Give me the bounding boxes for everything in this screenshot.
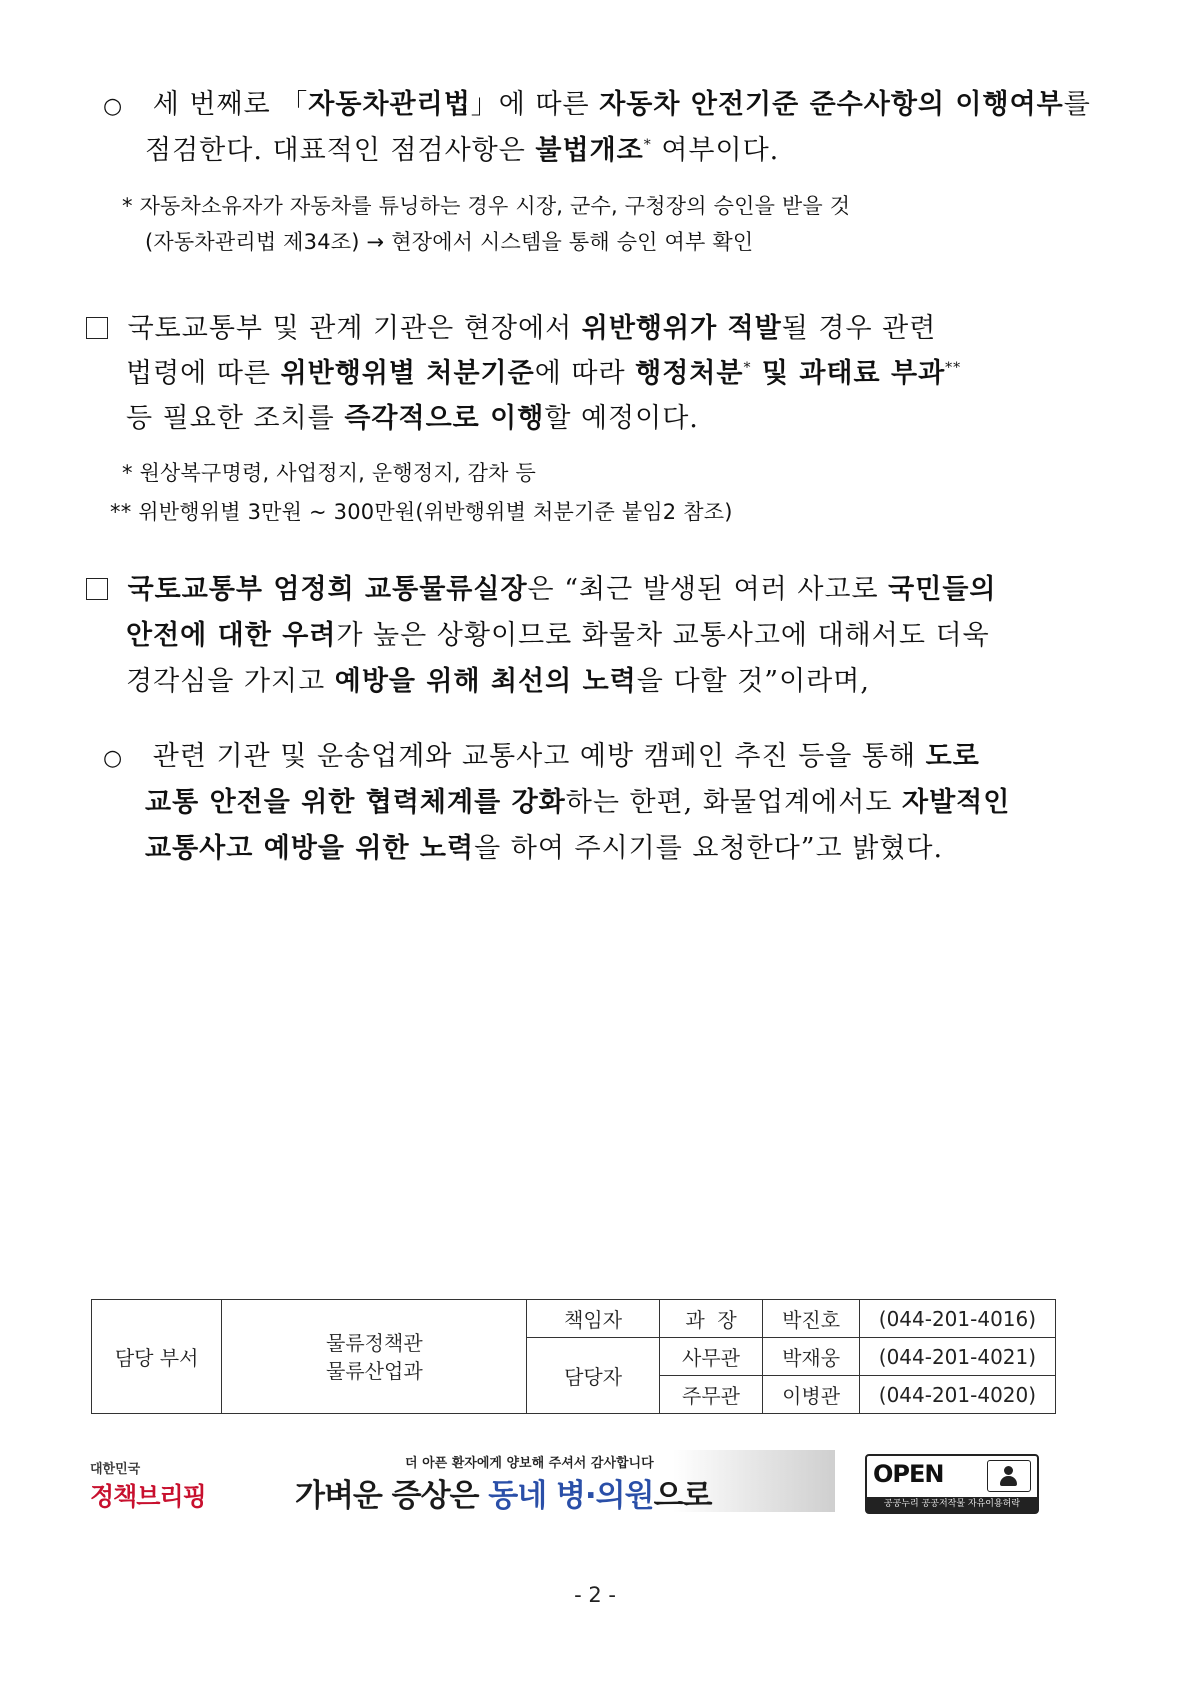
section2-footnote-1: * 원상복구명령, 사업정지, 운행정지, 감차 등 — [122, 461, 536, 485]
position-cell: 과 장 — [659, 1300, 763, 1338]
section1-footnote-2: (자동차관리법 제34조) → 현장에서 시스템을 통해 승인 여부 확인 — [145, 230, 754, 254]
section2-line1: 국토교통부 및 관계 기관은 현장에서 위반행위가 적발될 경우 관련 — [86, 306, 936, 345]
section4-line2: 교통 안전을 위한 협력체계를 강화하는 한편, 화물업계에서도 자발적인 — [145, 787, 1011, 818]
phone-cell: (044-201-4020) — [859, 1376, 1055, 1414]
name-cell: 박진호 — [763, 1300, 860, 1338]
role-cell: 담당자 — [527, 1338, 659, 1414]
section2-line2: 법령에 따른 위반행위별 처분기준에 따라 행정처분* 및 과태료 부과** — [126, 358, 962, 389]
position-cell: 주무관 — [659, 1376, 763, 1414]
circle-bullet: ○ — [103, 746, 124, 771]
section1-line2: 점검한다. 대표적인 점검사항은 불법개조* 여부이다. — [145, 135, 780, 166]
section1-footnote-1: * 자동차소유자가 자동차를 튜닝하는 경우 시장, 군수, 구청장의 승인을 받을 것 — [122, 194, 851, 218]
section4-line3: 교통사고 예방을 위한 노력을 하여 주시기를 요청한다”고 밝혔다. — [145, 833, 944, 864]
org-name: 물류정책관 물류산업과 — [222, 1300, 527, 1414]
phone-cell: (044-201-4021) — [859, 1338, 1055, 1376]
table-row — [92, 1300, 1056, 1338]
page-number: - 2 - — [574, 1583, 616, 1607]
name-cell: 이병관 — [763, 1376, 860, 1414]
square-bullet — [86, 317, 108, 339]
circle-bullet: ○ — [103, 94, 124, 119]
dept-label: 담당 부서 — [92, 1300, 222, 1414]
contact-table — [91, 1299, 1056, 1414]
phone-cell: (044-201-4016) — [859, 1300, 1055, 1338]
section2-line3: 등 필요한 조치를 즉각적으로 이행할 예정이다. — [126, 403, 699, 434]
attribution-person-icon — [987, 1460, 1031, 1492]
position-cell: 사무관 — [659, 1338, 763, 1376]
section3-line1: 국토교통부 엄정희 교통물류실장은 “최근 발생된 여러 사고로 국민들의 — [86, 567, 997, 606]
section3-line2: 안전에 대한 우려가 높은 상황이므로 화물차 교통사고에 대해서도 더욱 — [126, 620, 990, 651]
section4-line1: ○ 관련 기관 및 운송업계와 교통사고 예방 캠페인 추진 등을 통해 도로 — [103, 741, 980, 772]
kogl-open-license-badge[interactable]: OPEN 공공누리 공공저작물 자유이용허락 — [865, 1454, 1039, 1514]
name-cell: 박재웅 — [763, 1338, 860, 1376]
section2-footnote-2: ** 위반행위별 3만원 ~ 300만원(위반행위별 처분기준 붙임2 참조) — [110, 500, 733, 524]
campaign-banner[interactable]: 더 아픈 환자에게 양보해 주셔서 감사합니다 가벼운 증상은 동네 병·의원으로 — [295, 1450, 835, 1512]
section3-line3: 경각심을 가지고 예방을 위해 최선의 노력을 다할 것”이라며, — [126, 666, 870, 697]
footer-banner — [0, 1440, 1190, 1520]
policy-briefing-logo[interactable]: 대한민국 정책브리핑 — [90, 1462, 206, 1511]
role-cell: 책임자 — [527, 1300, 659, 1338]
square-bullet — [86, 578, 108, 600]
section1-line1: ○ 세 번째로 「자동차관리법」에 따른 자동차 안전기준 준수사항의 이행여부를 — [103, 89, 1091, 120]
